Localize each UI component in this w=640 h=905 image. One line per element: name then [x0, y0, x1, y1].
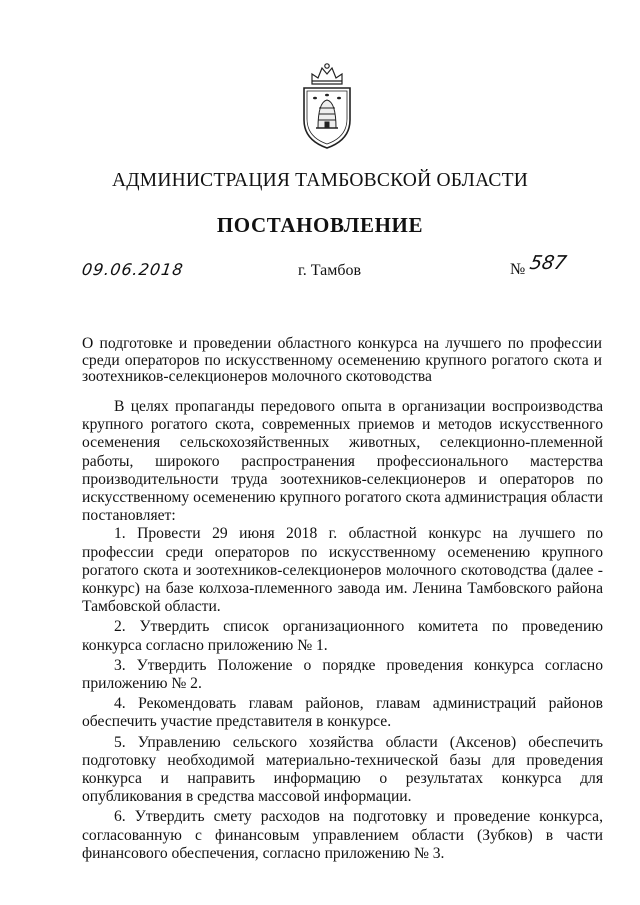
document-type-title: ПОСТАНОВЛЕНИЕ [216, 213, 424, 237]
decree-item: 2. Утвердить список организационного комитета по проведению конкурса согласно приложению № 1. [82, 618, 603, 654]
document-date: 09.06.2018 [80, 260, 185, 279]
decree-item: 3. Утвердить Положение о порядке проведения конкурса согласно приложению № 2. [82, 656, 603, 693]
document-city: г. Тамбов [298, 262, 362, 279]
decree-item: 4. Рекомендовать главам районов, главам администраций районов обеспечить участие представителя в конкурсе. [82, 695, 603, 731]
decree-item: 5. Управлению сельского хозяйства области (Аксенов) обеспечить подготовку необходимой материально-технической базы для проведения конкурса и направить информацию о результатах конкурса для опубликования в средства массовой информации. [82, 733, 603, 806]
coat-of-arms-emblem [298, 62, 356, 150]
document-subject: О подготовке и проведении областного конкурса на лучшего по профессии среди операторов по искусственному осеменению крупного рогатого скота и зоотехников-селекционеров молочного скотоводства [82, 335, 602, 385]
decree-item: 6. Утвердить смету расходов на подготовку и проведение конкурса, согласованную с финансовым управлением области (Зубков) в части финансового обеспечения, согласно приложению № 3. [82, 808, 603, 862]
number-sign: № [510, 261, 526, 278]
decree-item: 1. Провести 29 июня 2018 г. областной конкурс на лучшего по профессии среди операторов по искусственному осеменению крупного рогатого скота и зоотехников-селекционеров молочного скотоводства (далее - конкурс) на базе колхоза-племенного завода им. Ленина Тамбовского района Тамбовской области. [82, 525, 603, 616]
organization-title: АДМИНИСТРАЦИЯ ТАМБОВСКОЙ ОБЛАСТИ [112, 170, 528, 191]
document-body [82, 398, 603, 865]
document-number: 587 [528, 252, 569, 274]
preamble-paragraph: В целях пропаганды передового опыта в организации воспроизводства крупного рогатого скота, современных приемов и методов искусственного осеменения сельскохозяйственных животных, селекционно-племенной работы, широкого распространения профессионального мастерства производительности труда зоотехников-селекционеров и операторов по искусственному осеменению крупного рогатого скота администрация области постановляет: [82, 398, 603, 525]
